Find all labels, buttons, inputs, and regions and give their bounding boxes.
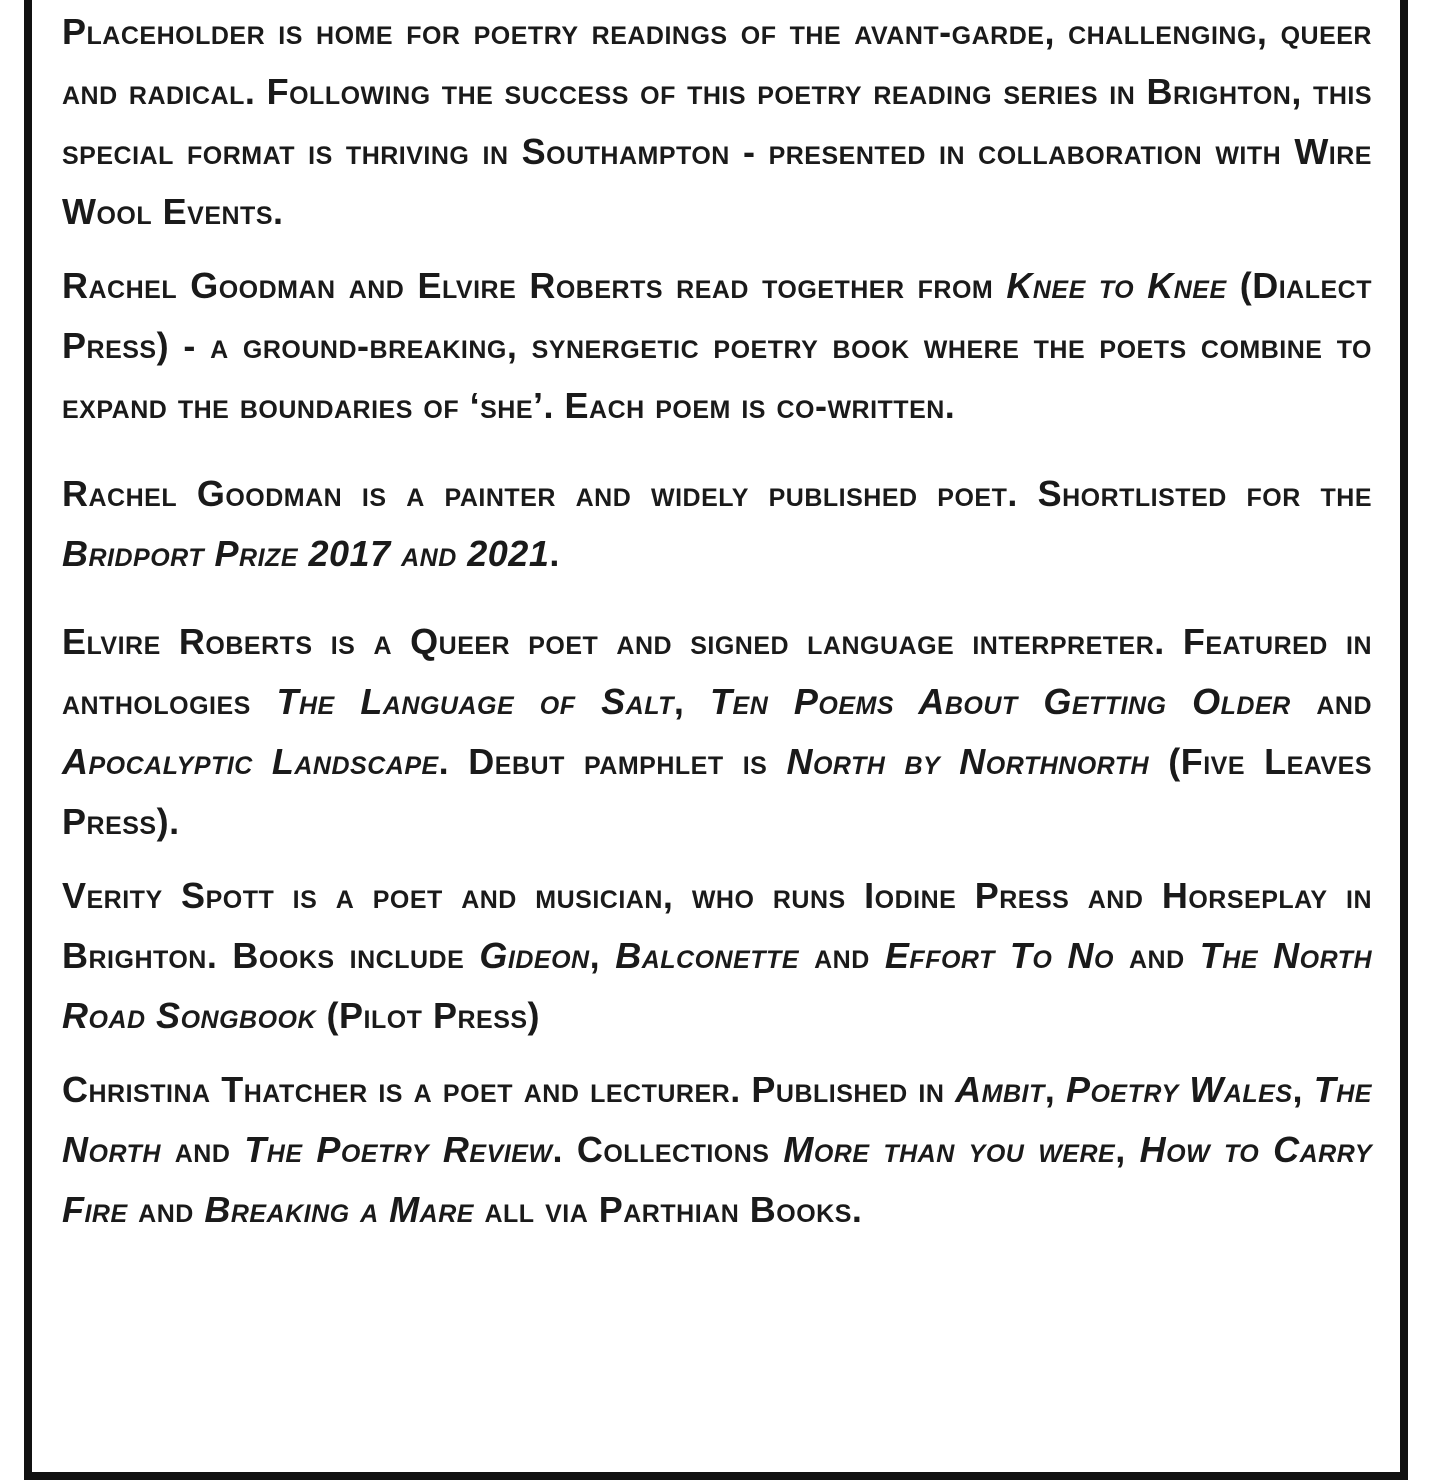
text-run: and [799, 935, 885, 976]
text-run: and [1113, 935, 1200, 976]
text-run: . [549, 533, 560, 574]
pamphlet-title: North by Northnorth [786, 741, 1150, 782]
publication-title: Ambit [955, 1069, 1045, 1110]
publication-title: The North [62, 1069, 1372, 1170]
text-run: , [1115, 1129, 1140, 1170]
collection-title: How to Carry Fire [62, 1129, 1372, 1230]
text-run: , [673, 681, 711, 722]
text-run: , [589, 935, 616, 976]
text-run: Placeholder is home for poetry readings of the avant-garde, challenging, queer and radical. Following the success of this poetry reading series in Brighton, this special format is thriving in Southampton - presented in collaboration with Wire Wool Events. [62, 11, 1372, 232]
goodman-bio [62, 464, 1372, 584]
publication-title: Poetry Wales [1065, 1069, 1293, 1110]
text-run: and [1290, 681, 1372, 722]
text-run: , [1044, 1069, 1066, 1110]
text-run: and [160, 1129, 245, 1170]
book-title: Gideon [479, 935, 590, 976]
text-run: , [1292, 1069, 1314, 1110]
roberts-bio [62, 612, 1372, 852]
text-run: . Debut pamphlet is [438, 741, 787, 782]
text-run: Christina Thatcher is a poet and lecturer. Published in [62, 1069, 956, 1110]
publication-title: The Poetry Review [244, 1129, 553, 1170]
event-description [62, 2, 1372, 1240]
anthology-title: Ten Poems About Getting Older [710, 681, 1291, 722]
collection-title: More than you were [783, 1129, 1116, 1170]
text-run: . Collections [552, 1129, 784, 1170]
text-run: (Dialect Press) - a ground-breaking, synergetic poetry book where the poets combine to expand the boundaries of ‘she’. Each poem is co-written. [62, 265, 1373, 426]
text-run: Rachel Goodman is a painter and widely published poet. Shortlisted for the [62, 473, 1372, 514]
book-paragraph [62, 256, 1372, 436]
anthology-title: Apocalyptic Landscape [62, 741, 439, 782]
prize-title: Bridport Prize 2017 and 2021 [62, 533, 550, 574]
text-run: Elvire Roberts is a Queer poet and signed language interpreter. Featured in anthologies [62, 621, 1372, 722]
collection-title: Breaking a Mare [204, 1189, 474, 1230]
text-run: (Five Leaves Press). [62, 741, 1373, 842]
book-title: The North Road Songbook [62, 935, 1373, 1036]
text-run: Verity Spott is a poet and musician, who runs Iodine Press and Horseplay in Brighton. Books include [62, 875, 1372, 976]
text-run: Rachel Goodman and Elvire Roberts read together from [62, 265, 1007, 306]
text-run: and [127, 1189, 205, 1230]
spott-bio [62, 866, 1372, 1046]
thatcher-bio [62, 1060, 1372, 1240]
book-title: Knee to Knee [1006, 265, 1227, 306]
book-title: Balconette [615, 935, 799, 976]
anthology-title: The Language of Salt [276, 681, 674, 722]
text-run: (Pilot Press) [316, 995, 541, 1036]
text-run: all via Parthian Books. [473, 1189, 863, 1230]
book-title: Effort To No [884, 935, 1114, 976]
intro-paragraph [62, 2, 1372, 242]
